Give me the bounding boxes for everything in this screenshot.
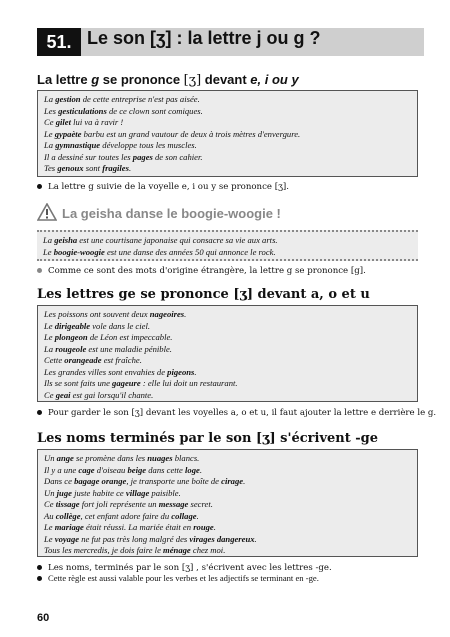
highlighted-word: nageoires (149, 309, 185, 319)
sentence-text: était réussi. La mariée était en (83, 522, 194, 532)
highlighted-word: orangeade (64, 355, 102, 365)
example-sentence (44, 488, 411, 500)
highlighted-word: boogie-woogie (53, 246, 105, 257)
example-sentence (44, 140, 411, 152)
sentence-text: chez moi. (190, 545, 226, 555)
example-sentence (44, 94, 411, 106)
chapter-number: 51. (37, 28, 81, 56)
sentence-text: Ce (44, 389, 56, 400)
highlighted-word: ménage (163, 545, 191, 555)
sentence-text: Le (44, 128, 55, 139)
bullet-icon (37, 565, 42, 570)
highlighted-word: juge (56, 487, 72, 498)
highlighted-word: rouge (193, 522, 214, 532)
highlighted-word: ange (56, 453, 74, 463)
highlighted-word: collage (171, 510, 197, 521)
example-sentence (44, 499, 411, 511)
highlighted-word: message (158, 499, 189, 509)
highlighted-word: voyage (54, 533, 80, 544)
sentence-text: d'oiseau (94, 464, 128, 475)
section-1-examples (37, 90, 418, 177)
highlighted-word: gilet (55, 117, 71, 127)
highlighted-word: plongeon (54, 332, 88, 342)
bullet-icon (37, 184, 42, 189)
sentence-text: , je transporte une boîte de (126, 476, 222, 486)
sentence-text: Le (44, 320, 55, 331)
highlighted-word: gypaète (54, 128, 82, 139)
example-sentence (44, 129, 411, 141)
sentence-text: juste habite ce (71, 487, 126, 498)
example-sentence (44, 321, 411, 333)
sentence-text: est gai lorsqu'il chante. (70, 389, 154, 400)
sentence-text: Les grandes villes sont envahies de (44, 366, 168, 377)
bullet-icon (37, 576, 42, 581)
sentence-text: développe tous les muscles. (100, 140, 197, 150)
section-3-rule-2: Cette règle est aussi valable pour les verbes et les adjectifs se terminant en -ge. (37, 573, 319, 584)
example-sentence (44, 378, 411, 390)
sentence-text: de ce clown sont comiques. (106, 105, 203, 116)
sentence-text: Le (43, 246, 54, 257)
sentence-text: est une danse des années 50 qui annonce le rock. (104, 246, 276, 257)
example-sentence (44, 367, 411, 379)
sentence-text: La (43, 235, 55, 245)
highlighted-word: pigeons (167, 366, 195, 377)
sentence-text: lui va à ravir ! (70, 117, 124, 127)
section-2-rule: Pour garder le son [ʒ] devant les voyelles a, o et u, il faut ajouter la lettre e derrière le g. (37, 407, 436, 419)
sentence-text: Cette (44, 355, 65, 365)
highlighted-word: gestion (55, 94, 81, 104)
example-sentence (44, 390, 411, 402)
highlighted-word: dirigeable (54, 320, 91, 331)
sentence-text: Le (44, 522, 55, 532)
section-3-examples (37, 449, 418, 557)
sentence-text: . (184, 309, 187, 319)
sentence-text: Ce (44, 117, 56, 127)
sentence-text: Dans ce (44, 476, 75, 486)
sentence-text: se promène dans les (73, 453, 148, 463)
highlighted-word: cage (78, 464, 95, 475)
section-2-examples (37, 305, 418, 402)
example-sentence (44, 152, 411, 164)
section-3-title: Les noms terminés par le son [ʒ] s'écrivent -ge (37, 431, 379, 446)
warning-title: La geisha danse le boogie-woogie ! (62, 206, 281, 221)
highlighted-word: loge (185, 464, 200, 475)
section-1-rule: La lettre g suivie de la voyelle e, i ou y se prononce [ʒ]. (37, 181, 289, 193)
sentence-text: Les (44, 105, 59, 116)
chapter-header (37, 28, 424, 56)
sentence-text: vole dans le ciel. (90, 320, 150, 331)
highlighted-word: village (125, 487, 150, 498)
sentence-text: Les poissons ont souvent deux (44, 309, 150, 319)
highlighted-word: bagage orange (74, 476, 127, 486)
warning-rule: Comme ce sont des mots d'origine étrangère, la lettre g se prononce [g]. (37, 265, 366, 277)
sentence-text: dans cette (146, 464, 186, 475)
highlighted-word: genoux (57, 163, 84, 173)
warning-triangle-icon (37, 203, 57, 221)
sentence-text: Un (44, 453, 57, 463)
sentence-text: . (254, 533, 257, 544)
example-sentence (44, 117, 411, 129)
sentence-text: paisible. (149, 487, 181, 498)
sentence-text: barbu est un grand vautour de deux à trois mètres d'envergure. (81, 128, 301, 139)
highlighted-word: fragiles (102, 163, 129, 173)
example-sentence (44, 106, 411, 118)
sentence-text: . (213, 522, 216, 532)
sentence-text: Tes (44, 163, 58, 173)
section-3-rule-1: Les noms, terminés par le son [ʒ] , s'écrivent avec les lettres -ge. (37, 562, 332, 574)
highlighted-word: geisha (54, 235, 78, 245)
highlighted-word: cirage (221, 476, 244, 486)
sentence-text: . (128, 163, 132, 173)
highlighted-word: mariage (54, 522, 84, 532)
sentence-text: Au (44, 510, 56, 521)
sentence-text: sont (83, 163, 103, 173)
sentence-text: blancs. (172, 453, 200, 463)
sentence-text: est une courtisane japonaise qui consacre sa vie aux arts. (77, 235, 278, 245)
highlighted-word: geai (55, 389, 71, 400)
highlighted-word: pages (132, 151, 153, 162)
sentence-text: Un (44, 487, 57, 498)
sentence-text: La (44, 343, 56, 354)
example-sentence (44, 332, 411, 344)
highlighted-word: gageure (112, 378, 141, 388)
example-sentence (44, 476, 411, 488)
highlighted-word: gesticulations (58, 105, 107, 116)
sentence-text: . (243, 476, 246, 486)
highlighted-word: collège (55, 510, 81, 521)
sentence-text: Tous les mercredis, je dois faire le (44, 545, 164, 555)
sentence-text: de Léon est impeccable. (87, 332, 173, 342)
sentence-text: de son cahier. (152, 151, 203, 162)
section-2-title: Les lettres ge se prononce [ʒ] devant a, o et u (37, 287, 370, 302)
example-sentence (43, 247, 412, 259)
highlighted-word: rougeole (55, 343, 87, 354)
page-number: 60 (37, 612, 50, 624)
bullet-icon (37, 268, 42, 273)
sentence-text: : elle lui doit un restaurant. (140, 378, 238, 388)
example-sentence (44, 545, 411, 557)
example-sentence (44, 534, 411, 546)
warning-examples (37, 230, 418, 261)
sentence-text: Ce (44, 499, 56, 509)
sentence-text: Il y a une (44, 464, 79, 475)
example-sentence (44, 453, 411, 465)
example-sentence (44, 309, 411, 321)
bullet-icon (37, 410, 42, 415)
example-sentence (44, 344, 411, 356)
sentence-text: , cet enfant adore faire du (80, 510, 172, 521)
sentence-text: Le (44, 332, 55, 342)
sentence-text: Ils se sont faits une (44, 378, 113, 388)
sentence-text: est fraîche. (101, 355, 142, 365)
sentence-text: Le (44, 533, 55, 544)
sentence-text: fort joli représente un (79, 499, 159, 509)
sentence-text: de cette entreprise n'est pas aisée. (80, 94, 200, 104)
highlighted-word: beige (127, 464, 147, 475)
highlighted-word: gymnastique (55, 140, 101, 150)
sentence-text: . (194, 366, 197, 377)
highlighted-word: nuages (147, 453, 173, 463)
highlighted-word: virages dangereux (189, 533, 255, 544)
sentence-text: La (44, 94, 56, 104)
chapter-title: Le son [ʒ] : la lettre j ou g ? (87, 28, 321, 48)
highlighted-word: tissage (55, 499, 80, 509)
sentence-text: . (196, 510, 199, 521)
example-sentence (44, 522, 411, 534)
sentence-text: . (199, 464, 202, 475)
section-1-title: La lettre g se prononce [ʒ] devant e, i ou y (37, 72, 299, 88)
sentence-text: est une maladie pénible. (86, 343, 172, 354)
example-sentence (44, 355, 411, 367)
example-sentence (44, 511, 411, 523)
sentence-text: secret. (188, 499, 213, 509)
example-sentence (43, 235, 412, 247)
sentence-text: ne fut pas très long malgré des (79, 533, 190, 544)
sentence-text: La (44, 140, 56, 150)
example-sentence (44, 465, 411, 477)
example-sentence (44, 163, 411, 175)
sentence-text: Il a dessiné sur toutes les (44, 151, 133, 162)
